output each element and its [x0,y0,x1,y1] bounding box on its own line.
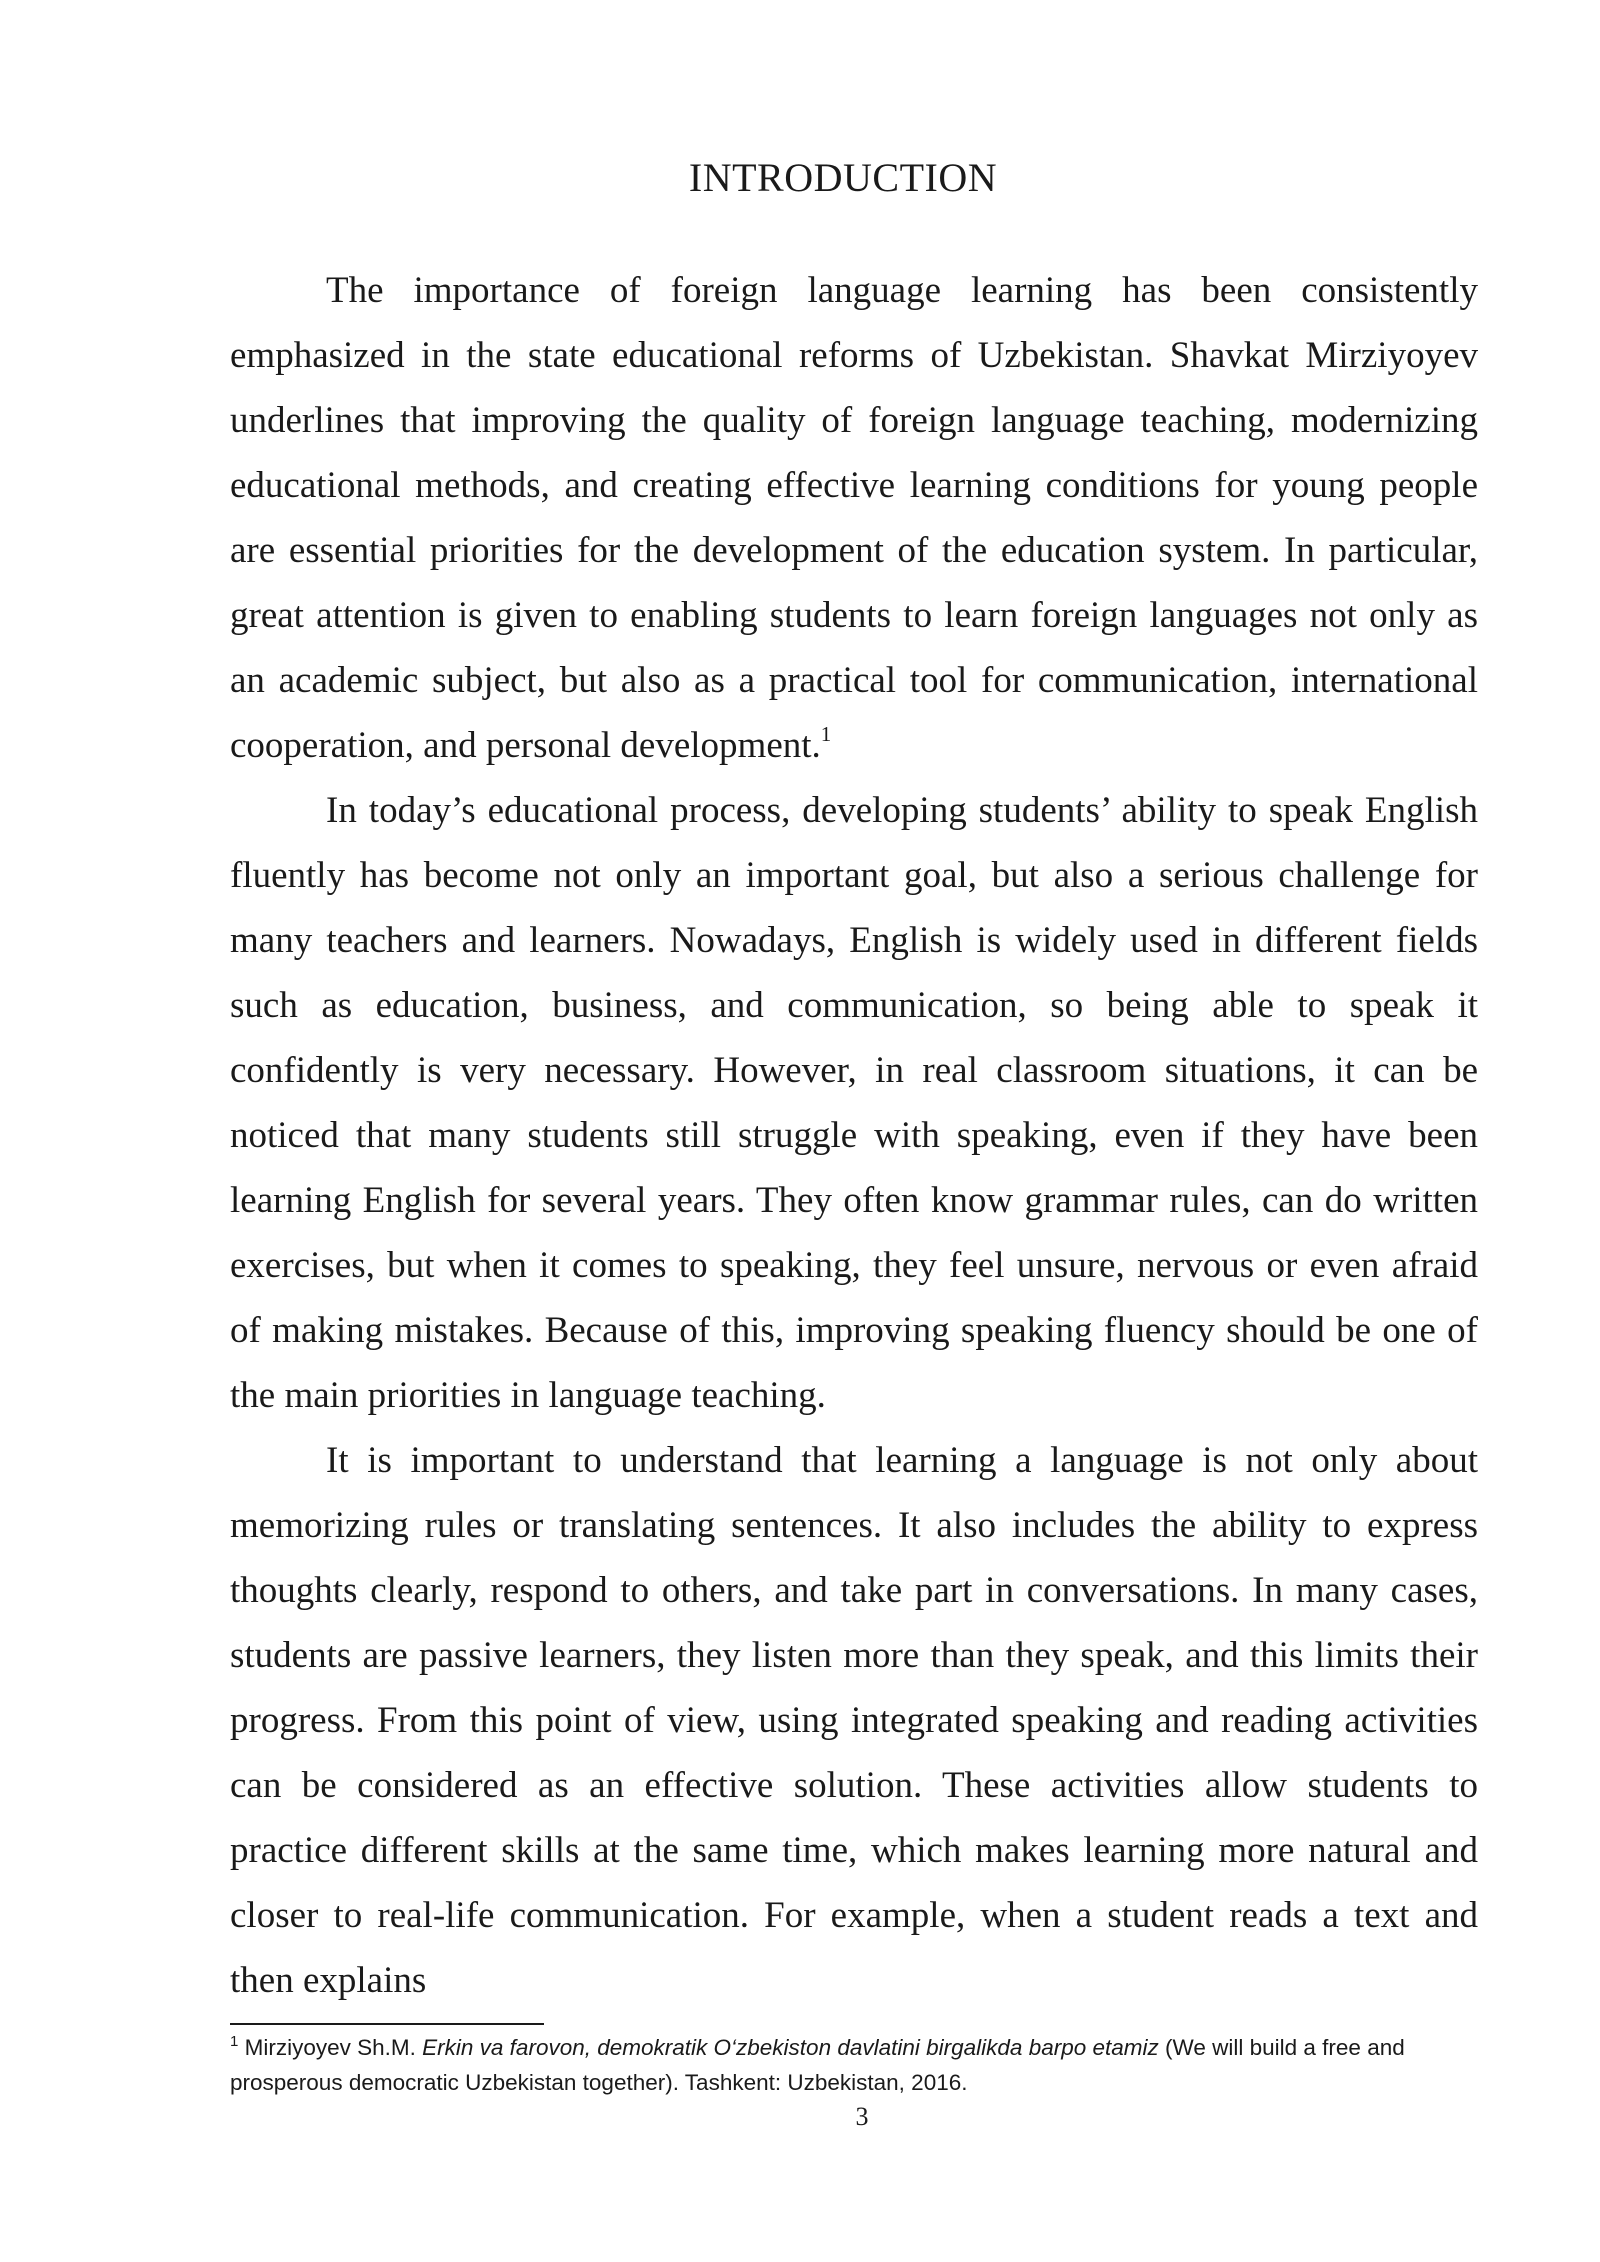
paragraph-1-text: The importance of foreign language learning has been consistently emphasized in the state educational reforms of Uzbekistan. Shavkat Mirziyoyev underlines that improving the quality of foreign language teaching, modernizing educational methods, and creating effective learning conditions for young people are essential priorities for the development of the education system. In particular, great attention is given to enabling students to learn foreign languages not only as an academic subject, but also as a practical tool for communication, international cooperation, and personal development. [230,270,1478,766]
footnote-reference[interactable]: 1 [820,722,832,746]
section-heading: INTRODUCTION [688,155,998,200]
body-text [230,258,1478,2013]
footnote-author: Mirziyoyev Sh.M. [244,2035,416,2060]
footnote-details: (We will build a free and prosperous democratic Uzbekistan together). Tashkent: Uzbekistan, 2016. [230,2035,1405,2095]
footnote-separator [230,2023,544,2025]
paragraph-2: In today’s educational process, developing students’ ability to speak English fluently has become not only an important goal, but also a serious challenge for many teachers and learners. Nowadays, English is widely used in different fields such as education, business, and communication, so being able to speak it confidently is very necessary. However, in real classroom situations, it can be noticed that many students still struggle with speaking, even if they have been learning English for several years. They often know grammar rules, can do written exercises, but when it comes to speaking, they feel unsure, nervous or even afraid of making mistakes. Because of this, improving speaking fluency should be one of the main priorities in language teaching. [230,790,1478,1416]
page-number: 3 [855,2102,869,2131]
paragraph-3: It is important to understand that learning a language is not only about memorizing rules or translating sentences. It also includes the ability to express thoughts clearly, respond to others, and take part in conversations. In many cases, students are passive learners, they listen more than they speak, and this limits their progress. From this point of view, using integrated speaking and reading activities can be considered as an effective solution. These activities allow students to practice different skills at the same time, which makes learning more natural and closer to real-life communication. For example, when a student reads a text and then explains [230,1440,1478,2001]
footnote-mark: 1 [230,2033,239,2050]
footnote-book-title: Erkin va farovon, demokratik O‘zbekiston davlatini birgalikda barpo etamiz [422,2035,1159,2060]
paragraph-1 [230,258,1478,778]
footnote [230,2030,1478,2100]
